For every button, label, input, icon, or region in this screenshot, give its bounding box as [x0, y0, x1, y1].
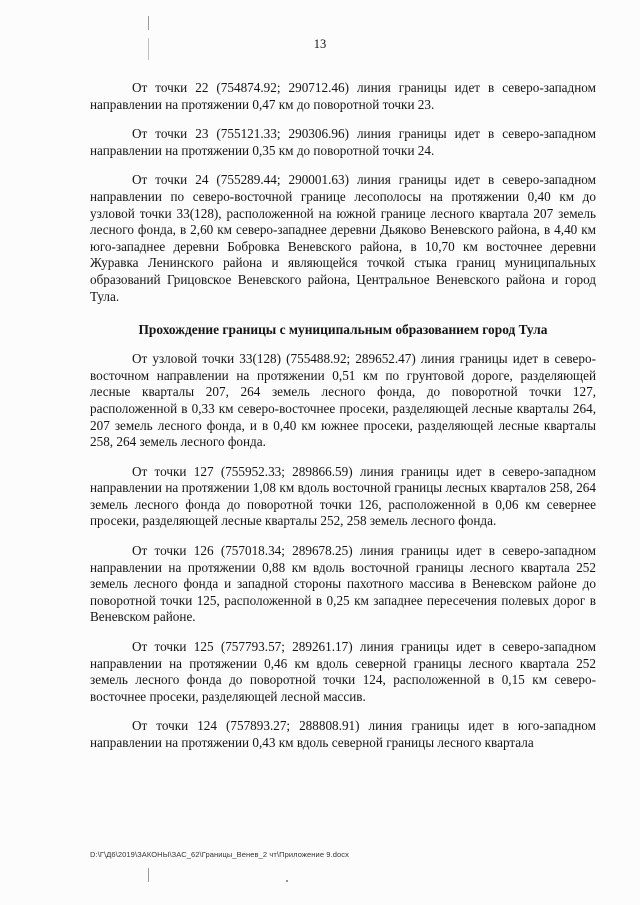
section-heading: Прохождение границы с муниципальным образованием город Тула	[138, 322, 548, 338]
scan-margin-mark	[148, 868, 149, 882]
paragraph-point-24: От точки 24 (755289.44; 290001.63) линия границы идет в северо-западном направлении по северо-восточной границе лесополосы на протяжении 0,40 км до узловой точки 33(128), расположенной на южной границе лесного квартала 207 земель лесного фонда, в 2,60 км северо-западнее деревни Дьяково Веневского района, в 4,40 км юго-западнее деревни Бобровка Веневского района, в 10,70 км восточнее деревни Журавка Ленинского района и являющейся точкой стыка границ муниципальных образований Грицовское Веневского района, Центральное Веневского района и город Тула.	[90, 172, 596, 304]
paragraph-point-127: От точки 127 (755952.33; 289866.59) линия границы идет в северо-западном направлении на протяжении 1,08 км вдоль восточной границы лесных кварталов 258, 264 земель лесного фонда до поворотной точки 126, расположенной в 0,06 км севернее просеки, разделяющей лесные кварталы 252, 258 земель лесного фонда.	[90, 463, 596, 529]
body-text	[90, 80, 596, 765]
paragraph-point-126: От точки 126 (757018.34; 289678.25) линия границы идет в северо-западном направлении на протяжении 0,88 км вдоль восточной границы лесного квартала 252 земель лесного фонда и западной стороны пахотного массива в Веневском районе до поворотной точки 125, расположенной в 0,25 км западнее пересечения полевых дорог в Веневском районе.	[90, 543, 596, 625]
scan-speck	[286, 880, 288, 882]
scan-margin-mark	[148, 16, 149, 30]
paragraph-node-33-128: От узловой точки 33(128) (755488.92; 289652.47) линия границы идет в северо-восточном направлении на протяжении 0,51 км по грунтовой дороге, разделяющей лесные кварталы 207, 264 земель лесного фонда, до поворотной точки 127, расположенной в 0,33 км северо-восточнее просеки, разделяющей лесные кварталы 264, 207 земель лесного фонда, и в 0,40 км южнее просеки, разделяющей лесные кварталы 258, 264 земель лесного фонда.	[90, 351, 596, 450]
paragraph-point-125: От точки 125 (757793.57; 289261.17) линия границы идет в северо-западном направлении на протяжении 0,46 км вдоль северной границы лесного квартала 252 земель лесного фонда до поворотной точки 124, расположенной в 0,15 км северо-восточнее просеки, разделяющей лесной массив.	[90, 639, 596, 704]
footer-file-path: D:\Г\Д6\2019\ЗАКОНЫ\ЗАС_62\Границы_Венев_2 чт\Приложение 9.docx	[90, 850, 349, 859]
page-number: 13	[313, 37, 327, 51]
paragraph-point-23: От точки 23 (755121.33; 290306.96) линия границы идет в северо-западном направлении на протяжении 0,35 км до поворотной точки 24.	[90, 126, 596, 158]
paragraph-point-22: От точки 22 (754874.92; 290712.46) линия границы идет в северо-западном направлении на протяжении 0,47 км до поворотной точки 23.	[90, 80, 596, 112]
paragraph-point-124: От точки 124 (757893.27; 288808.91) линия границы идет в юго-западном направлении на протяжении 0,43 км вдоль северной границы лесного квартала	[90, 718, 596, 750]
